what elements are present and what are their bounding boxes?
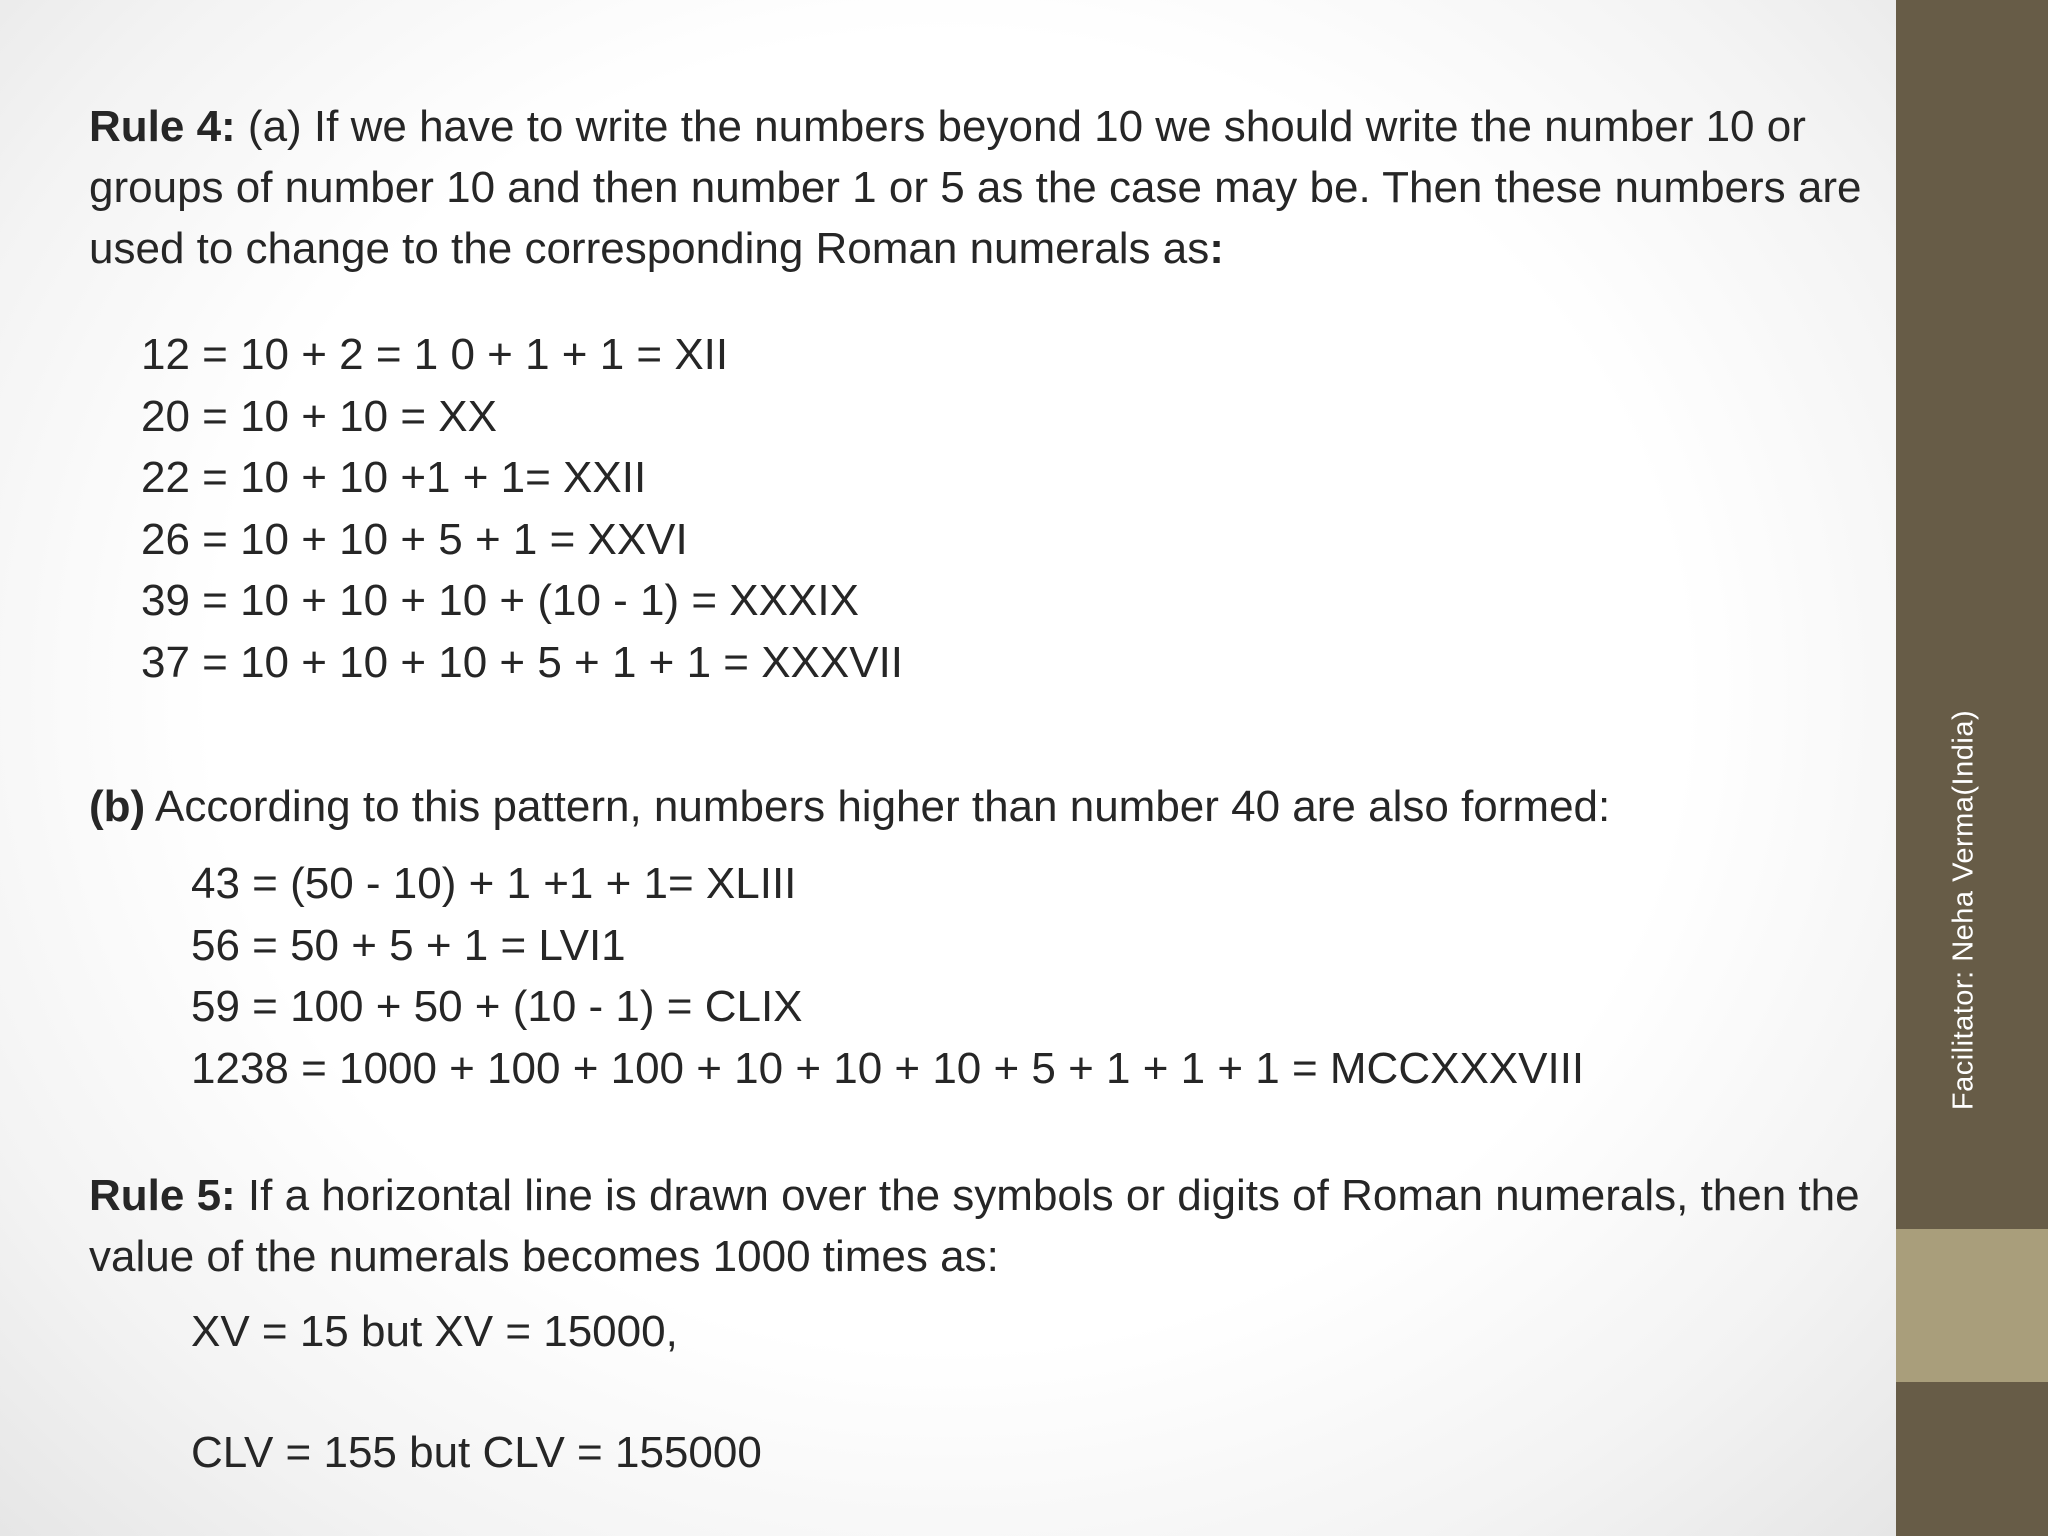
example-line: 22 = 10 + 10 +1 + 1= XXII xyxy=(141,453,647,502)
example-line: 56 = 50 + 5 + 1 = LVI1 xyxy=(191,920,626,970)
rule-4b-label: (b) xyxy=(89,782,146,831)
example-line: CLV = 155 but CLV = 155000 xyxy=(191,1428,762,1477)
rule-5-label: Rule 5: xyxy=(89,1171,236,1220)
example-line: 59 = 100 + 50 + (10 - 1) = CLIX xyxy=(191,982,803,1031)
rule-4b-paragraph xyxy=(89,776,1879,837)
example-line: 1238 = 1000 + 100 + 100 + 10 + 10 + 10 + 5 + 1 + 1 + 1 = MCCXXXVIII xyxy=(191,1043,1585,1093)
facilitator-credit: Facilitator: Neha Verma(India) xyxy=(1947,709,1980,1111)
rule-4-text: (a) If we have to write the numbers beyond 10 we should write the number 10 or groups of number 10 and then number 1 or 5 as the case may be. Then these numbers are used to change to the corresponding Roman numerals as xyxy=(89,102,1862,273)
example-line: 20 = 10 + 10 = XX xyxy=(141,391,497,441)
rule-4a-examples xyxy=(141,324,1879,693)
rule-4b-text: According to this pattern, numbers higher than number 40 are also formed: xyxy=(145,782,1611,831)
rule-4-label: Rule 4: xyxy=(89,102,236,151)
example-line: 26 = 10 + 10 + 5 + 1 = XXVI xyxy=(141,514,688,564)
rule-5-paragraph xyxy=(89,1165,1879,1287)
rule-5-text: If a horizontal line is drawn over the symbols or digits of Roman numerals, then the value of the numerals becomes 1000 times as: xyxy=(89,1171,1860,1281)
example-line: 43 = (50 - 10) + 1 +1 + 1= XLIII xyxy=(191,859,797,908)
rule-4-paragraph xyxy=(89,96,1879,279)
slide-content xyxy=(89,96,1879,1483)
example-line: 12 = 10 + 2 = 1 0 + 1 + 1 = XII xyxy=(141,330,729,379)
rule-4b-examples xyxy=(191,853,1879,1099)
example-line: 37 = 10 + 10 + 10 + 5 + 1 + 1 = XXXVII xyxy=(141,637,904,687)
example-line: 39 = 10 + 10 + 10 + (10 - 1) = XXXIX xyxy=(141,576,859,625)
example-line: XV = 15 but XV = 15000, xyxy=(191,1307,678,1356)
side-bar-accent xyxy=(1896,1229,2048,1382)
rule-5-examples xyxy=(191,1301,1879,1483)
rule-4-colon: : xyxy=(1209,224,1224,273)
